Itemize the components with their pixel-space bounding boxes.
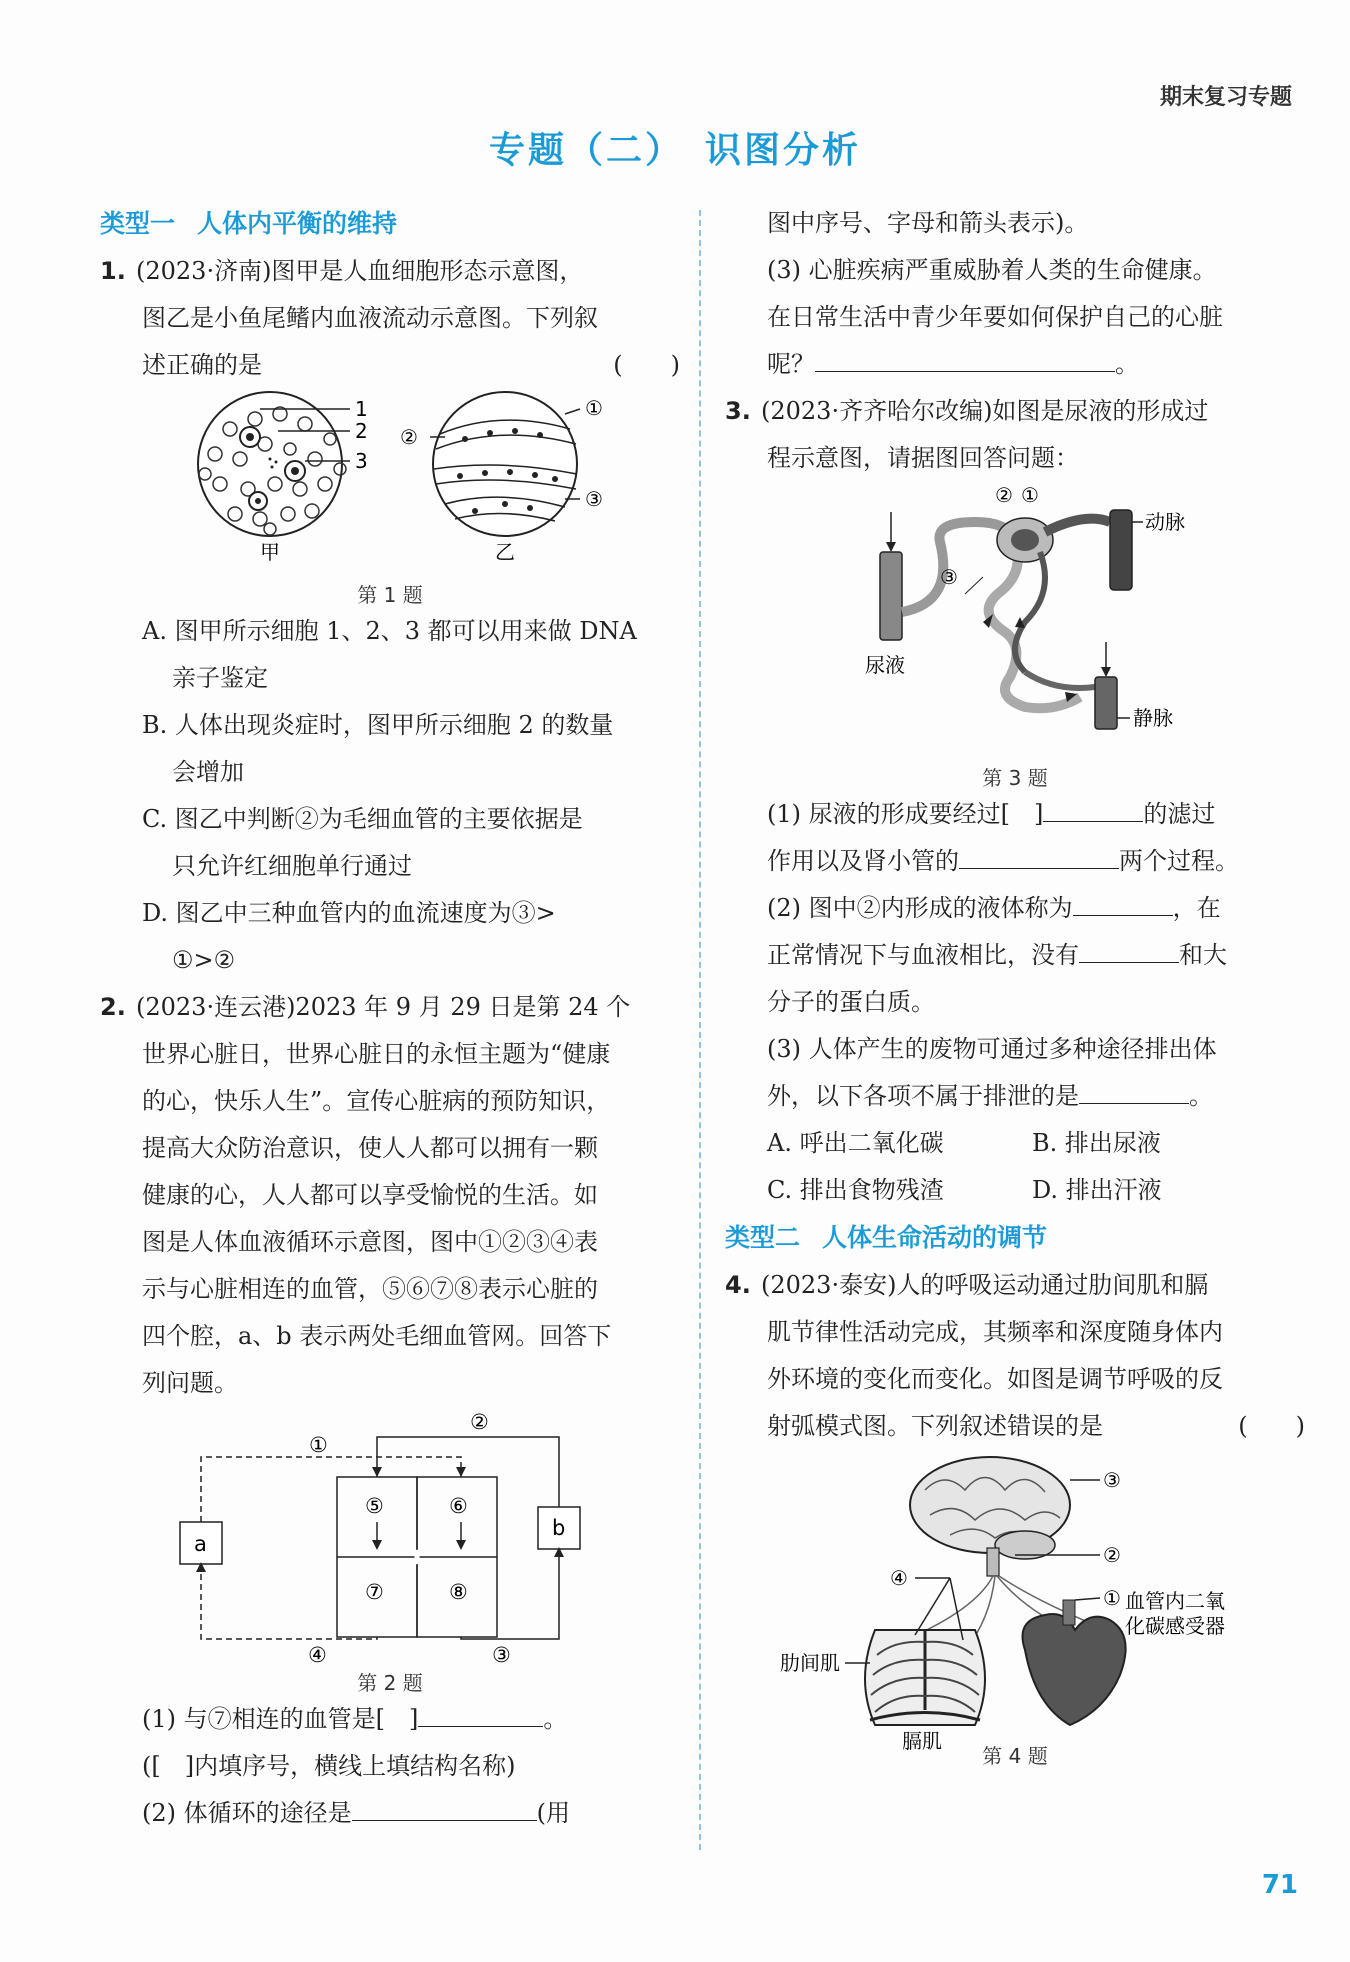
sub-question-1-cont: 作用以及肾小管的 两个过程。 [725,838,1305,885]
option-a: A. 呼出二氧化碳 [767,1129,944,1157]
sub-question-3-answer: 呢？ 。 [725,341,1305,388]
intercostal-muscle-label: 肋间肌 [780,1651,840,1675]
question-4 [725,1262,1305,1769]
question-number: 3. [725,397,751,425]
answer-blank[interactable] [418,1696,543,1727]
answer-blank[interactable] [1073,885,1173,916]
continued-text: 图中序号、字母和箭头表示)。 [767,209,1089,237]
ribcage-illustration [865,1630,985,1725]
vessel-label-3: ③ [492,1643,511,1667]
urine-label: 尿液 [865,653,905,677]
figure-1 [100,389,680,579]
column-divider [699,210,701,1850]
page-number: 71 [1261,1870,1298,1900]
option-b: B. 人体出现炎症时，图甲所示细胞 2 的数量 [142,711,614,739]
sub-question-1: (1) 与⑦相连的血管是[ ] 。 [100,1696,680,1743]
options-row-1 [725,1120,1305,1167]
header-tag: 期末复习专题 [1159,85,1292,110]
question-text: 世界心脏日，世界心脏日的永恒主题为“健康 [142,1040,611,1068]
answer-blank[interactable] [1043,791,1143,822]
answer-blank[interactable] [1079,1073,1189,1104]
option-d-cont: ①>② [172,946,236,974]
sub-question-1-note: ([ ]内填序号，横线上填结构名称) [142,1752,516,1780]
question-text-line: 射弧模式图。下列叙述错误的是 ( ) [725,1403,1305,1450]
blood-smear-diagram [198,392,368,564]
question-text: 列问题。 [142,1369,238,1397]
receptor-label: 血管内二氧 [1125,1589,1225,1613]
vessel-label-2: ② [470,1410,489,1434]
sub-question-3-cont: 外，以下各项不属于排泄的是 。 [725,1073,1305,1120]
question-text: 四个腔，a、b 表示两处毛细血管网。回答下 [142,1322,612,1350]
option-a: A. 图甲所示细胞 1、2、3 都可以用来做 DNA [142,617,637,645]
question-text: (2023·连云港)2023 年 9 月 29 日是第 24 个 [136,993,631,1021]
option-b-cont: 会增加 [172,758,244,786]
question-text: 的心，快乐人生”。宣传心脏病的预防知识， [142,1087,611,1115]
page-title: 专题（二） 识图分析 [488,130,861,171]
answer-blank[interactable] [959,838,1119,869]
question-3 [725,388,1305,1214]
section-label: 类型一 [100,209,176,238]
vessel-label: ③ [585,487,603,511]
option-b: B. 排出尿液 [1032,1129,1161,1157]
figure-label-yi: 乙 [495,540,515,564]
answer-paren: ( ) [613,351,680,379]
chamber-label-7: ⑦ [365,1580,384,1604]
figure-caption: 第 1 题 [357,583,423,607]
question-number: 2. [100,993,126,1021]
sub-question-2-cont: 正常情况下与血液相比，没有 和大 [725,932,1305,979]
artery-label: 动脉 [1145,510,1185,534]
option-a-cont: 亲子鉴定 [172,664,268,692]
sub-question-3: (3) 心脏疾病严重威胁着人类的生命健康。 [767,256,1217,284]
figure-4-reflex-arc [725,1450,1305,1753]
section-title: 人体生命活动的调节 [822,1223,1048,1252]
question-1 [100,248,680,984]
figure-caption: 第 4 题 [982,1744,1048,1768]
capillary-label-b: b [552,1516,566,1540]
question-2 [100,984,680,1837]
question-text: (2023·济南)图甲是人血细胞形态示意图， [136,257,584,285]
question-text: 提高大众防治意识，使人人都可以拥有一颗 [142,1134,598,1162]
sub-question-2: (2) 图中②内形成的液体称为 ，在 [725,885,1305,932]
question-text: 健康的心，人人都可以享受愉悦的生活。如 [142,1181,598,1209]
question-number: 4. [725,1271,751,1299]
question-text: 图是人体血液循环示意图，图中①②③④表 [142,1228,598,1256]
option-d: D. 排出汗液 [1032,1176,1162,1204]
option-c: C. 排出食物残渣 [767,1176,944,1204]
receptor-label: 化碳感受器 [1125,1614,1225,1638]
answer-blank[interactable] [352,1790,537,1821]
figure-caption: 第 2 题 [357,1671,423,1695]
question-text: 示与心脏相连的血管，⑤⑥⑦⑧表示心脏的 [142,1275,598,1303]
question-2-continued [725,200,1305,388]
sub-question-3: (3) 人体产生的废物可通过多种途径排出体 [767,1035,1217,1063]
question-text: 程示意图，请据图回答问题： [767,444,1079,472]
section-heading-1 [100,204,680,244]
sub-question-1: (1) 尿液的形成要经过[ ] 的滤过 [725,791,1305,838]
cell-label: 2 [355,419,368,443]
chamber-label-5: ⑤ [365,1494,384,1518]
section-label: 类型二 [725,1223,801,1252]
vessel-label: ② [400,425,418,449]
left-column [100,200,680,1837]
answer-blank[interactable] [815,341,1115,372]
option-d: D. 图乙中三种血管内的血流速度为③> [142,899,556,927]
diaphragm-label: 膈肌 [902,1729,942,1753]
question-text: (2023·齐齐哈尔改编)如图是尿液的形成过 [761,397,1209,425]
sub-question-2: (2) 体循环的途径是 (用 [100,1790,680,1837]
sub-question-2-end: 分子的蛋白质。 [767,988,935,1016]
figure-3-nephron [725,482,1305,762]
section-title: 人体内平衡的维持 [197,209,398,238]
reflex-label-3: ③ [1103,1468,1121,1492]
question-text: (2023·泰安)人的呼吸运动通过肋间肌和膈 [761,1271,1209,1299]
vein-label: 静脉 [1133,706,1173,730]
chamber-label-8: ⑧ [449,1580,468,1604]
answer-blank[interactable] [1079,932,1179,963]
cell-label: 1 [355,397,368,421]
nephron-label-3: ③ [940,565,958,589]
figure-2-circulation [100,1407,680,1667]
section-heading-2 [725,1218,1305,1258]
reflex-label-1: ① [1103,1586,1121,1610]
figure-label-jia: 甲 [260,540,280,564]
reflex-label-4: ④ [890,1566,908,1590]
vessel-label-4: ④ [308,1643,327,1667]
nephron-label-2: ② [995,483,1013,507]
brain-illustration [910,1457,1070,1576]
question-text: 图乙是小鱼尾鳍内血液流动示意图。下列叙 [142,304,598,332]
option-c: C. 图乙中判断②为毛细血管的主要依据是 [142,805,583,833]
vessel-flow-diagram [400,392,603,564]
option-c-cont: 只允许红细胞单行通过 [172,852,412,880]
answer-paren: ( ) [1238,1412,1305,1440]
heart-illustration [1023,1600,1126,1725]
figure-caption: 第 3 题 [982,766,1048,790]
question-text: 肌节律性活动完成，其频率和深度随身体内 [767,1318,1223,1346]
question-text-line: 述正确的是 ( ) [100,342,680,389]
right-column [725,200,1305,1769]
chamber-label-6: ⑥ [449,1494,468,1518]
cell-label: 3 [355,449,368,473]
nephron-label-1: ① [1021,483,1039,507]
capillary-label-a: a [194,1532,207,1556]
question-text: 外环境的变化而变化。如图是调节呼吸的反 [767,1365,1223,1393]
question-number: 1. [100,257,126,285]
options-row-2 [725,1167,1305,1214]
vessel-label-1: ① [309,1433,328,1457]
reflex-label-2: ② [1103,1543,1121,1567]
sub-question-3-text: 在日常生活中青少年要如何保护自己的心脏 [767,303,1223,331]
vessel-label: ① [585,396,603,420]
